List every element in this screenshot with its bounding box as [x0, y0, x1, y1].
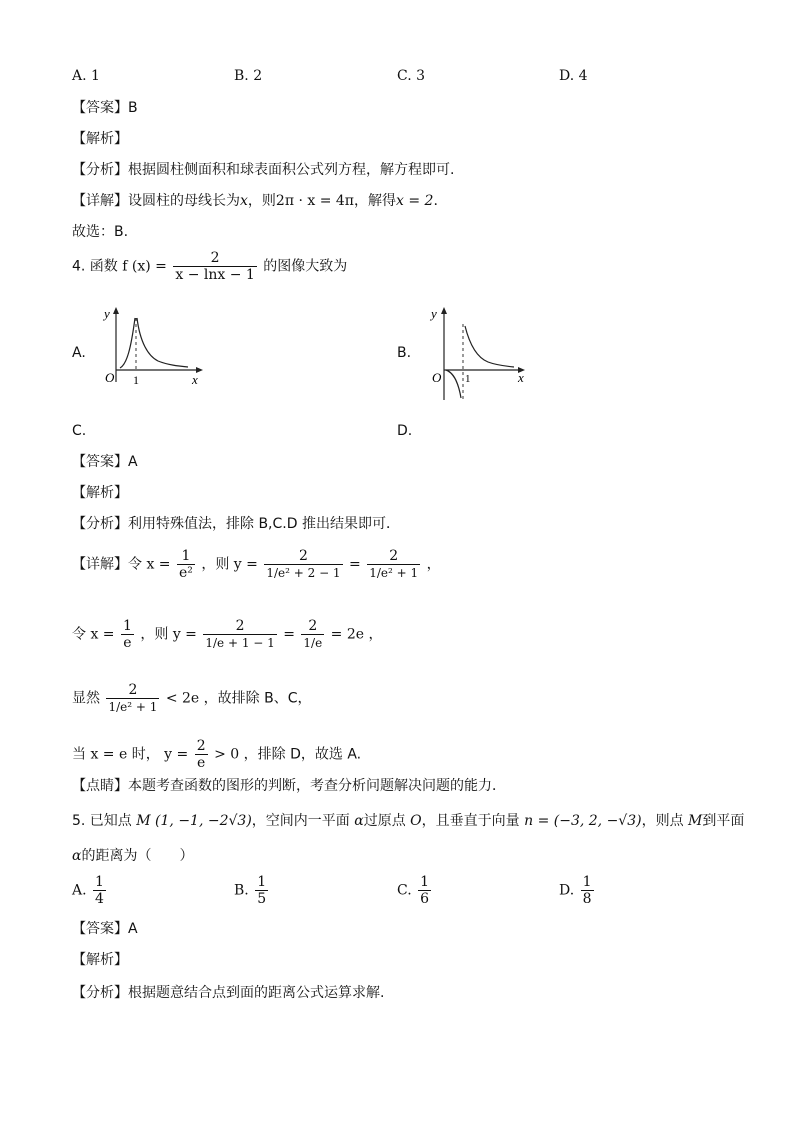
q4-d1-x: x = [146, 556, 171, 573]
q4-analysis: 【分析】利用特殊值法，排除 B,C.D 推出结果即可． [72, 516, 400, 532]
q4-d3-frac [106, 682, 159, 715]
q4-d1-num-1: 2 [264, 548, 342, 565]
q4-d2-num-1: 2 [203, 618, 276, 635]
q4-function-fraction [173, 250, 256, 283]
q4-d1-x-den: e² [178, 565, 193, 581]
q3-option-b: B. 2 [234, 68, 263, 84]
q4-d2-end: ， [368, 626, 383, 643]
q4-graph-a-one: 1 [133, 373, 139, 387]
q4-d1-den-2: 1/e² + 1 [369, 566, 419, 580]
q5-alpha: α [354, 813, 364, 829]
q5-option-a-frac [93, 874, 106, 907]
q4-d4-compare: > 0 [214, 746, 240, 763]
q5-option-c-den: 6 [420, 891, 430, 907]
q4-option-b-label: B. [397, 345, 412, 361]
q5-option-a-den: 4 [95, 891, 104, 907]
q5-m: M [688, 813, 703, 829]
q5-option-a-num: 1 [95, 874, 104, 890]
q5-origin: O [410, 813, 422, 829]
q4-function-lhs: f (x) = [122, 258, 167, 275]
q4-d2-x: x = [90, 626, 115, 643]
q4-graph-a-origin: O [105, 370, 115, 385]
q4-d1-eq: = [349, 556, 361, 573]
q4-detail-line-4 [72, 738, 361, 771]
q4-d1-end: ， [426, 556, 441, 573]
q3-detail-end: . [433, 193, 438, 209]
q4-d4-y: y = [164, 746, 189, 763]
q5-stem-line-1 [72, 811, 744, 831]
q3-detail-var: x [240, 193, 248, 209]
q5-vector: n = (−3, 2, −√3) [524, 813, 642, 829]
q5-option-b-den: 5 [257, 891, 267, 907]
q4-d1-prefix: 【详解】令 [72, 556, 142, 573]
q4-d2-y: y = [172, 626, 197, 643]
q3-analysis: 【分析】根据圆柱侧面积和球表面积公式列方程，解方程即可. [72, 162, 455, 178]
q5-option-c-label: C. [397, 882, 412, 899]
q4-comment: 【点睛】本题考查函数的图形的判断，考查分析问题解决问题的能力． [72, 778, 506, 794]
q4-option-d-label: D. [397, 423, 413, 439]
q4-d4-mid: 时， [131, 746, 160, 763]
q4-d2-then: ，则 [140, 626, 169, 643]
q4-d3-num: 2 [106, 682, 159, 699]
q3-analysis-heading: 【解析】 [72, 131, 128, 147]
q5-option-d-frac [581, 874, 594, 907]
q3-detail-solution: x = 2 [396, 193, 434, 209]
q4-d2-num-2: 2 [301, 618, 324, 635]
q3-detail-mid: ，则 [247, 193, 276, 209]
q5-option-a-label: A. [72, 882, 87, 899]
q4-d1-then: ，则 [201, 556, 230, 573]
q4-stem-suffix: 的图像大致为 [263, 258, 348, 275]
q4-d1-y: y = [233, 556, 258, 573]
q4-stem [72, 250, 347, 283]
q4-graph-a-x: x [192, 372, 198, 387]
q5-option-c [397, 874, 433, 907]
q3-option-c: C. 3 [397, 68, 426, 84]
q3-option-a: A. 1 [72, 68, 100, 84]
q4-d3-end: ，故排除 B、C， [203, 690, 312, 707]
q5-option-c-num: 1 [420, 874, 430, 890]
q4-graph-a-y: y [104, 306, 110, 321]
q4-answer: 【答案】A [72, 454, 138, 470]
q5-stem-f: 到平面 [702, 813, 745, 829]
q5-option-d-num: 1 [582, 874, 592, 890]
q4-d2-x-den: e [123, 635, 132, 651]
q5-stem-b: ，空间内一平面 [251, 813, 350, 829]
q4-graph-b-one: 1 [465, 373, 471, 385]
q5-option-b-num: 1 [257, 874, 267, 890]
q5-alpha-2: α [72, 848, 82, 864]
q5-option-c-frac [418, 874, 431, 907]
q5-stem-line-2 [72, 846, 193, 866]
q5-analysis-heading: 【解析】 [72, 952, 128, 968]
q4-detail-line-2 [72, 618, 382, 651]
q3-option-d: D. 4 [559, 68, 588, 84]
q5-option-b-label: B. [234, 882, 249, 899]
q4-function-num: 2 [173, 250, 256, 267]
q3-detail [72, 191, 438, 211]
q4-graph-a [96, 306, 206, 388]
q3-detail-prefix: 【详解】设圆柱的母线长为 [72, 193, 240, 209]
q3-choice: 故选：B. [72, 224, 129, 240]
q5-analysis: 【分析】根据题意结合点到面的距离公式运算求解. [72, 985, 385, 1001]
q4-d4-num: 2 [196, 738, 206, 754]
q4-d4-x: x = e [90, 746, 128, 763]
q5-stem-tail: 的距离为（ ） [81, 848, 194, 864]
q4-d2-result: = 2e [330, 626, 365, 643]
q4-d1-num-2: 2 [367, 548, 420, 565]
q5-stem-prefix: 5. 已知点 [72, 813, 132, 829]
q5-option-d-label: D. [559, 882, 575, 899]
q4-d4-den: e [197, 755, 206, 771]
q4-graph-b-y: y [431, 306, 437, 321]
q4-d4-end: ，排除 D，故选 A. [243, 746, 362, 763]
q5-stem-d: ，且垂直于向量 [421, 813, 520, 829]
q4-d3-prefix: 显然 [72, 690, 100, 707]
q5-answer: 【答案】A [72, 921, 138, 937]
q4-graph-b [428, 306, 530, 402]
q4-d1-frac-2 [367, 548, 420, 581]
q4-d3-den: 1/e² + 1 [108, 700, 158, 714]
q4-d2-x-frac [121, 618, 134, 651]
q5-option-b [234, 874, 270, 907]
q4-d1-x-num: 1 [177, 548, 195, 565]
q4-d4-frac [195, 738, 208, 771]
q5-stem-e: ，则点 [641, 813, 684, 829]
q4-d2-den-2: 1/e [303, 636, 323, 650]
q4-function-den: x − lnx − 1 [175, 267, 255, 283]
q4-detail-line-3 [72, 682, 312, 715]
q4-option-c-label: C. [72, 423, 87, 439]
q4-detail-line-1 [72, 548, 441, 581]
q3-detail-eq: 2π · x = 4π [275, 193, 354, 209]
q4-graph-b-x: x [518, 370, 524, 385]
q5-option-d [559, 874, 596, 907]
q3-answer: 【答案】B [72, 100, 138, 116]
q5-option-b-frac [255, 874, 268, 907]
q4-d2-den-1: 1/e + 1 − 1 [205, 636, 275, 650]
q4-d1-frac-1 [264, 548, 342, 581]
q5-option-d-den: 8 [582, 891, 592, 907]
q4-d2-frac-1 [203, 618, 276, 651]
q4-d1-den-1: 1/e² + 2 − 1 [266, 566, 341, 580]
q5-stem-c: 过原点 [363, 813, 406, 829]
q4-analysis-heading: 【解析】 [72, 485, 128, 501]
q4-d4-prefix: 当 [72, 746, 86, 763]
q4-d3-compare: < 2e [165, 690, 200, 707]
q4-graph-b-origin: O [432, 370, 442, 385]
q4-d2-x-num: 1 [122, 618, 132, 634]
q5-option-a [72, 874, 108, 907]
q5-point: M (1, −1, −2√3) [136, 813, 252, 829]
q4-d2-eq: = [283, 626, 295, 643]
q4-option-a-label: A. [72, 345, 86, 361]
q4-d1-x-frac [177, 548, 195, 581]
q3-detail-mid2: ，解得 [354, 193, 396, 209]
q4-d2-prefix: 令 [72, 626, 86, 643]
q4-d2-frac-2 [301, 618, 324, 651]
q4-stem-prefix: 4. 函数 [72, 258, 118, 275]
